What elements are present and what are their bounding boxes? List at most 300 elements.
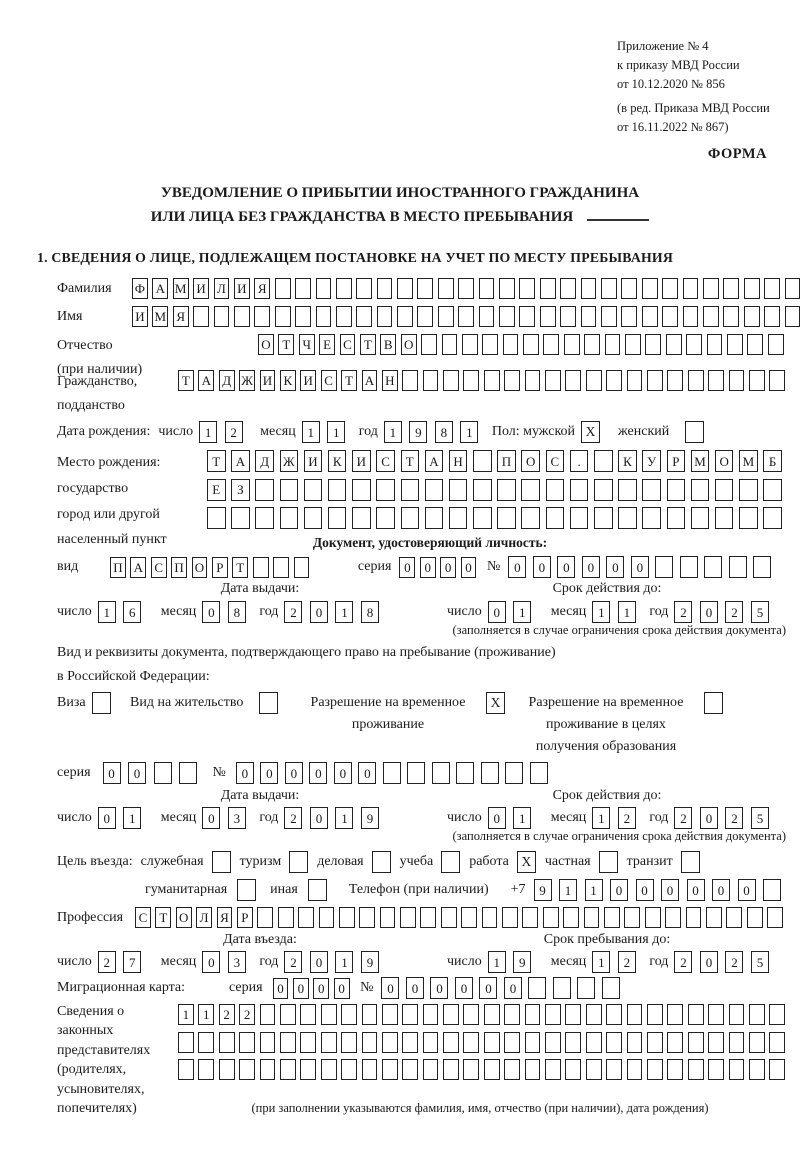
char-cell[interactable]: С: [376, 450, 395, 472]
char-cell[interactable]: [463, 1004, 479, 1025]
char-cell[interactable]: Ф: [132, 278, 148, 299]
char-cell[interactable]: [278, 907, 294, 928]
identity-issue-month-cells[interactable]: [202, 601, 253, 623]
char-cell[interactable]: [594, 479, 613, 501]
char-cell[interactable]: 0: [103, 762, 121, 784]
char-cell[interactable]: [545, 1059, 561, 1080]
char-cell[interactable]: [461, 907, 477, 928]
char-cell[interactable]: [729, 370, 745, 391]
purpose-business-checkbox[interactable]: [372, 851, 391, 873]
char-cell[interactable]: [407, 762, 425, 784]
char-cell[interactable]: [688, 370, 704, 391]
char-cell[interactable]: [666, 334, 682, 355]
char-cell[interactable]: [438, 306, 454, 327]
char-cell[interactable]: [704, 556, 722, 578]
char-cell[interactable]: Р: [667, 450, 686, 472]
char-cell[interactable]: 1: [592, 601, 610, 623]
char-cell[interactable]: 1: [302, 421, 320, 443]
char-cell[interactable]: К: [328, 450, 347, 472]
residence-seriya-cells[interactable]: [103, 762, 205, 784]
char-cell[interactable]: 0: [293, 978, 309, 999]
char-cell[interactable]: [627, 1032, 643, 1053]
char-cell[interactable]: [504, 1032, 520, 1053]
char-cell[interactable]: Я: [254, 278, 270, 299]
char-cell[interactable]: 0: [610, 879, 628, 901]
citizenship-cells[interactable]: [178, 370, 790, 391]
char-cell[interactable]: [443, 1004, 459, 1025]
birth-year-cells[interactable]: [384, 421, 486, 443]
char-cell[interactable]: И: [234, 278, 250, 299]
char-cell[interactable]: 1: [559, 879, 577, 901]
char-cell[interactable]: [449, 479, 468, 501]
char-cell[interactable]: [739, 479, 758, 501]
char-cell[interactable]: [606, 1004, 622, 1025]
char-cell[interactable]: [729, 1059, 745, 1080]
char-cell[interactable]: [316, 306, 332, 327]
char-cell[interactable]: 2: [284, 601, 302, 623]
char-cell[interactable]: [328, 479, 347, 501]
char-cell[interactable]: 1: [98, 601, 116, 623]
char-cell[interactable]: 9: [361, 951, 379, 973]
char-cell[interactable]: [688, 1004, 704, 1025]
char-cell[interactable]: [402, 1032, 418, 1053]
char-cell[interactable]: 7: [123, 951, 141, 973]
char-cell[interactable]: [154, 762, 172, 784]
char-cell[interactable]: 9: [534, 879, 552, 901]
char-cell[interactable]: [739, 507, 758, 529]
char-cell[interactable]: Т: [155, 907, 171, 928]
entry-month-cells[interactable]: [202, 951, 253, 973]
char-cell[interactable]: [767, 907, 783, 928]
char-cell[interactable]: [321, 1032, 337, 1053]
residence-num-cells[interactable]: [236, 762, 555, 784]
char-cell[interactable]: И: [132, 306, 148, 327]
char-cell[interactable]: [328, 507, 347, 529]
char-cell[interactable]: 0: [260, 762, 278, 784]
char-cell[interactable]: 0: [533, 556, 551, 578]
char-cell[interactable]: 0: [202, 807, 220, 829]
char-cell[interactable]: 2: [618, 951, 636, 973]
char-cell[interactable]: [723, 306, 739, 327]
char-cell[interactable]: 1: [513, 807, 531, 829]
birth-month-cells[interactable]: [302, 421, 353, 443]
char-cell[interactable]: [560, 306, 576, 327]
char-cell[interactable]: [382, 1059, 398, 1080]
char-cell[interactable]: [621, 306, 637, 327]
char-cell[interactable]: И: [304, 450, 323, 472]
char-cell[interactable]: [484, 1032, 500, 1053]
char-cell[interactable]: 0: [202, 951, 220, 973]
char-cell[interactable]: [432, 762, 450, 784]
char-cell[interactable]: [273, 557, 289, 578]
char-cell[interactable]: [479, 278, 495, 299]
char-cell[interactable]: [606, 1059, 622, 1080]
stay-day-cells[interactable]: [488, 951, 539, 973]
char-cell[interactable]: Н: [449, 450, 468, 472]
char-cell[interactable]: 0: [310, 807, 328, 829]
identity-valid-month-cells[interactable]: [592, 601, 643, 623]
char-cell[interactable]: [688, 1059, 704, 1080]
char-cell[interactable]: [563, 907, 579, 928]
char-cell[interactable]: 2: [674, 807, 692, 829]
char-cell[interactable]: 9: [361, 807, 379, 829]
char-cell[interactable]: [744, 306, 760, 327]
char-cell[interactable]: М: [152, 306, 168, 327]
char-cell[interactable]: [295, 306, 311, 327]
migration-num-cells[interactable]: [381, 977, 626, 999]
char-cell[interactable]: О: [401, 334, 417, 355]
char-cell[interactable]: [715, 479, 734, 501]
char-cell[interactable]: 2: [725, 807, 743, 829]
char-cell[interactable]: [519, 306, 535, 327]
char-cell[interactable]: 1: [199, 421, 217, 443]
char-cell[interactable]: [356, 278, 372, 299]
char-cell[interactable]: [729, 556, 747, 578]
char-cell[interactable]: И: [193, 278, 209, 299]
char-cell[interactable]: [764, 306, 780, 327]
char-cell[interactable]: [729, 1032, 745, 1053]
char-cell[interactable]: [316, 278, 332, 299]
char-cell[interactable]: [178, 1032, 194, 1053]
char-cell[interactable]: П: [110, 557, 126, 578]
char-cell[interactable]: Ж: [280, 450, 299, 472]
char-cell[interactable]: [376, 479, 395, 501]
char-cell[interactable]: [417, 306, 433, 327]
char-cell[interactable]: [570, 479, 589, 501]
char-cell[interactable]: [546, 507, 565, 529]
char-cell[interactable]: 0: [313, 978, 329, 999]
char-cell[interactable]: [254, 306, 270, 327]
char-cell[interactable]: [763, 479, 782, 501]
char-cell[interactable]: [280, 1032, 296, 1053]
char-cell[interactable]: [298, 907, 314, 928]
char-cell[interactable]: [275, 306, 291, 327]
char-cell[interactable]: [521, 507, 540, 529]
char-cell[interactable]: 0: [310, 601, 328, 623]
char-cell[interactable]: [553, 977, 571, 999]
char-cell[interactable]: 1: [335, 807, 353, 829]
residence-issue-day-cells[interactable]: [98, 807, 149, 829]
char-cell[interactable]: [441, 907, 457, 928]
char-cell[interactable]: [683, 306, 699, 327]
char-cell[interactable]: [525, 1032, 541, 1053]
char-cell[interactable]: [727, 334, 743, 355]
char-cell[interactable]: М: [173, 278, 189, 299]
entry-year-cells[interactable]: [284, 951, 386, 973]
representatives-cells-row1[interactable]: [178, 1004, 790, 1025]
char-cell[interactable]: 0: [430, 977, 448, 999]
char-cell[interactable]: [729, 1004, 745, 1025]
identity-valid-year-cells[interactable]: [674, 601, 776, 623]
char-cell[interactable]: [425, 507, 444, 529]
rvp-checkbox[interactable]: X: [486, 692, 505, 714]
char-cell[interactable]: 8: [361, 601, 379, 623]
char-cell[interactable]: [769, 1059, 785, 1080]
char-cell[interactable]: 9: [513, 951, 531, 973]
residence-permit-checkbox[interactable]: [259, 692, 278, 714]
char-cell[interactable]: [642, 306, 658, 327]
char-cell[interactable]: Т: [278, 334, 294, 355]
char-cell[interactable]: К: [280, 370, 296, 391]
residence-issue-month-cells[interactable]: [202, 807, 253, 829]
char-cell[interactable]: [504, 370, 520, 391]
purpose-tourism-checkbox[interactable]: [289, 851, 308, 873]
char-cell[interactable]: 2: [618, 807, 636, 829]
char-cell[interactable]: 2: [725, 601, 743, 623]
visa-checkbox[interactable]: [92, 692, 111, 714]
stay-year-cells[interactable]: [674, 951, 776, 973]
char-cell[interactable]: [519, 278, 535, 299]
char-cell[interactable]: [473, 507, 492, 529]
char-cell[interactable]: 0: [700, 601, 718, 623]
char-cell[interactable]: Н: [382, 370, 398, 391]
char-cell[interactable]: [280, 1004, 296, 1025]
char-cell[interactable]: Р: [237, 907, 253, 928]
char-cell[interactable]: [769, 1032, 785, 1053]
char-cell[interactable]: 0: [687, 879, 705, 901]
char-cell[interactable]: [198, 1032, 214, 1053]
char-cell[interactable]: [584, 334, 600, 355]
char-cell[interactable]: [602, 977, 620, 999]
char-cell[interactable]: [401, 479, 420, 501]
char-cell[interactable]: [352, 507, 371, 529]
char-cell[interactable]: [193, 306, 209, 327]
char-cell[interactable]: С: [151, 557, 167, 578]
char-cell[interactable]: [438, 278, 454, 299]
char-cell[interactable]: 0: [631, 556, 649, 578]
rvp-education-checkbox[interactable]: [704, 692, 723, 714]
char-cell[interactable]: [655, 556, 673, 578]
char-cell[interactable]: [497, 507, 516, 529]
char-cell[interactable]: [545, 1032, 561, 1053]
char-cell[interactable]: И: [352, 450, 371, 472]
char-cell[interactable]: [336, 278, 352, 299]
char-cell[interactable]: [667, 479, 686, 501]
char-cell[interactable]: Т: [178, 370, 194, 391]
char-cell[interactable]: О: [521, 450, 540, 472]
profession-cells[interactable]: [135, 907, 788, 928]
char-cell[interactable]: [763, 879, 781, 901]
purpose-private-checkbox[interactable]: [599, 851, 618, 873]
char-cell[interactable]: [521, 479, 540, 501]
char-cell[interactable]: 0: [504, 977, 522, 999]
char-cell[interactable]: [763, 507, 782, 529]
char-cell[interactable]: 2: [284, 951, 302, 973]
char-cell[interactable]: [442, 334, 458, 355]
char-cell[interactable]: [565, 370, 581, 391]
char-cell[interactable]: [352, 479, 371, 501]
char-cell[interactable]: 0: [98, 807, 116, 829]
char-cell[interactable]: [683, 278, 699, 299]
char-cell[interactable]: [463, 1059, 479, 1080]
char-cell[interactable]: [749, 370, 765, 391]
char-cell[interactable]: [341, 1032, 357, 1053]
char-cell[interactable]: [463, 370, 479, 391]
char-cell[interactable]: [443, 1059, 459, 1080]
char-cell[interactable]: [207, 507, 226, 529]
char-cell[interactable]: [747, 907, 763, 928]
char-cell[interactable]: [443, 370, 459, 391]
char-cell[interactable]: [618, 479, 637, 501]
char-cell[interactable]: [260, 1059, 276, 1080]
char-cell[interactable]: 0: [309, 762, 327, 784]
migration-seriya-cells[interactable]: [273, 978, 355, 999]
char-cell[interactable]: К: [618, 450, 637, 472]
char-cell[interactable]: [769, 1004, 785, 1025]
char-cell[interactable]: Б: [763, 450, 782, 472]
char-cell[interactable]: И: [300, 370, 316, 391]
char-cell[interactable]: А: [231, 450, 250, 472]
char-cell[interactable]: [667, 507, 686, 529]
char-cell[interactable]: [726, 907, 742, 928]
char-cell[interactable]: [647, 370, 663, 391]
char-cell[interactable]: 0: [285, 762, 303, 784]
char-cell[interactable]: 0: [273, 978, 289, 999]
char-cell[interactable]: [584, 907, 600, 928]
char-cell[interactable]: [423, 1032, 439, 1053]
char-cell[interactable]: [662, 278, 678, 299]
char-cell[interactable]: [280, 1059, 296, 1080]
char-cell[interactable]: [686, 907, 702, 928]
char-cell[interactable]: 0: [582, 556, 600, 578]
char-cell[interactable]: [458, 306, 474, 327]
char-cell[interactable]: [606, 1032, 622, 1053]
char-cell[interactable]: 0: [406, 977, 424, 999]
char-cell[interactable]: [749, 1004, 765, 1025]
char-cell[interactable]: [382, 1032, 398, 1053]
char-cell[interactable]: 3: [228, 807, 246, 829]
name-cells[interactable]: [132, 306, 800, 327]
char-cell[interactable]: [627, 370, 643, 391]
char-cell[interactable]: [423, 1059, 439, 1080]
char-cell[interactable]: [219, 1032, 235, 1053]
char-cell[interactable]: [586, 1004, 602, 1025]
char-cell[interactable]: [691, 479, 710, 501]
identity-num-cells[interactable]: [508, 556, 778, 578]
char-cell[interactable]: 8: [228, 601, 246, 623]
char-cell[interactable]: [667, 1004, 683, 1025]
char-cell[interactable]: [769, 370, 785, 391]
char-cell[interactable]: С: [340, 334, 356, 355]
char-cell[interactable]: [253, 557, 269, 578]
char-cell[interactable]: А: [198, 370, 214, 391]
char-cell[interactable]: [749, 1032, 765, 1053]
char-cell[interactable]: [503, 334, 519, 355]
char-cell[interactable]: 0: [455, 977, 473, 999]
char-cell[interactable]: 3: [228, 951, 246, 973]
char-cell[interactable]: [662, 306, 678, 327]
purpose-official-checkbox[interactable]: [212, 851, 231, 873]
char-cell[interactable]: 0: [202, 601, 220, 623]
phone-cells[interactable]: [534, 879, 789, 901]
patronymic-cells[interactable]: [258, 334, 788, 355]
char-cell[interactable]: [497, 479, 516, 501]
char-cell[interactable]: 8: [435, 421, 453, 443]
birth-day-cells[interactable]: [199, 421, 250, 443]
char-cell[interactable]: Я: [173, 306, 189, 327]
char-cell[interactable]: [417, 278, 433, 299]
char-cell[interactable]: [255, 479, 274, 501]
char-cell[interactable]: 0: [334, 978, 350, 999]
char-cell[interactable]: [667, 1032, 683, 1053]
char-cell[interactable]: Т: [341, 370, 357, 391]
char-cell[interactable]: 0: [128, 762, 146, 784]
char-cell[interactable]: [362, 1032, 378, 1053]
char-cell[interactable]: 2: [225, 421, 243, 443]
char-cell[interactable]: [642, 479, 661, 501]
char-cell[interactable]: .: [570, 450, 589, 472]
char-cell[interactable]: [376, 507, 395, 529]
char-cell[interactable]: 0: [334, 762, 352, 784]
char-cell[interactable]: [239, 1059, 255, 1080]
char-cell[interactable]: [753, 556, 771, 578]
char-cell[interactable]: О: [715, 450, 734, 472]
char-cell[interactable]: [356, 306, 372, 327]
char-cell[interactable]: А: [362, 370, 378, 391]
char-cell[interactable]: [686, 334, 702, 355]
char-cell[interactable]: П: [497, 450, 516, 472]
char-cell[interactable]: О: [176, 907, 192, 928]
char-cell[interactable]: [625, 334, 641, 355]
char-cell[interactable]: [380, 907, 396, 928]
char-cell[interactable]: 2: [284, 807, 302, 829]
entry-day-cells[interactable]: [98, 951, 149, 973]
char-cell[interactable]: [280, 479, 299, 501]
char-cell[interactable]: 5: [751, 807, 769, 829]
char-cell[interactable]: [530, 762, 548, 784]
representatives-cells-row3[interactable]: [178, 1059, 790, 1080]
char-cell[interactable]: [565, 1004, 581, 1025]
char-cell[interactable]: [401, 507, 420, 529]
char-cell[interactable]: Т: [401, 450, 420, 472]
char-cell[interactable]: О: [192, 557, 208, 578]
char-cell[interactable]: [768, 334, 784, 355]
char-cell[interactable]: 2: [219, 1004, 235, 1025]
char-cell[interactable]: 0: [508, 556, 526, 578]
purpose-transit-checkbox[interactable]: [681, 851, 700, 873]
char-cell[interactable]: [382, 1004, 398, 1025]
char-cell[interactable]: [647, 1004, 663, 1025]
char-cell[interactable]: [703, 306, 719, 327]
char-cell[interactable]: [300, 1059, 316, 1080]
char-cell[interactable]: [481, 762, 499, 784]
char-cell[interactable]: У: [642, 450, 661, 472]
char-cell[interactable]: [570, 507, 589, 529]
char-cell[interactable]: [423, 1004, 439, 1025]
char-cell[interactable]: Ж: [239, 370, 255, 391]
char-cell[interactable]: Е: [319, 334, 335, 355]
char-cell[interactable]: С: [321, 370, 337, 391]
char-cell[interactable]: 5: [751, 951, 769, 973]
char-cell[interactable]: [606, 370, 622, 391]
char-cell[interactable]: 0: [700, 807, 718, 829]
char-cell[interactable]: [565, 1059, 581, 1080]
char-cell[interactable]: 1: [460, 421, 478, 443]
char-cell[interactable]: Я: [217, 907, 233, 928]
char-cell[interactable]: Д: [219, 370, 235, 391]
char-cell[interactable]: [319, 907, 335, 928]
char-cell[interactable]: [647, 1032, 663, 1053]
purpose-work-checkbox[interactable]: X: [517, 851, 536, 873]
female-checkbox[interactable]: [685, 421, 704, 443]
char-cell[interactable]: [234, 306, 250, 327]
char-cell[interactable]: [362, 1004, 378, 1025]
identity-issue-year-cells[interactable]: [284, 601, 386, 623]
identity-valid-day-cells[interactable]: [488, 601, 539, 623]
char-cell[interactable]: [601, 306, 617, 327]
char-cell[interactable]: [723, 278, 739, 299]
char-cell[interactable]: 1: [384, 421, 402, 443]
